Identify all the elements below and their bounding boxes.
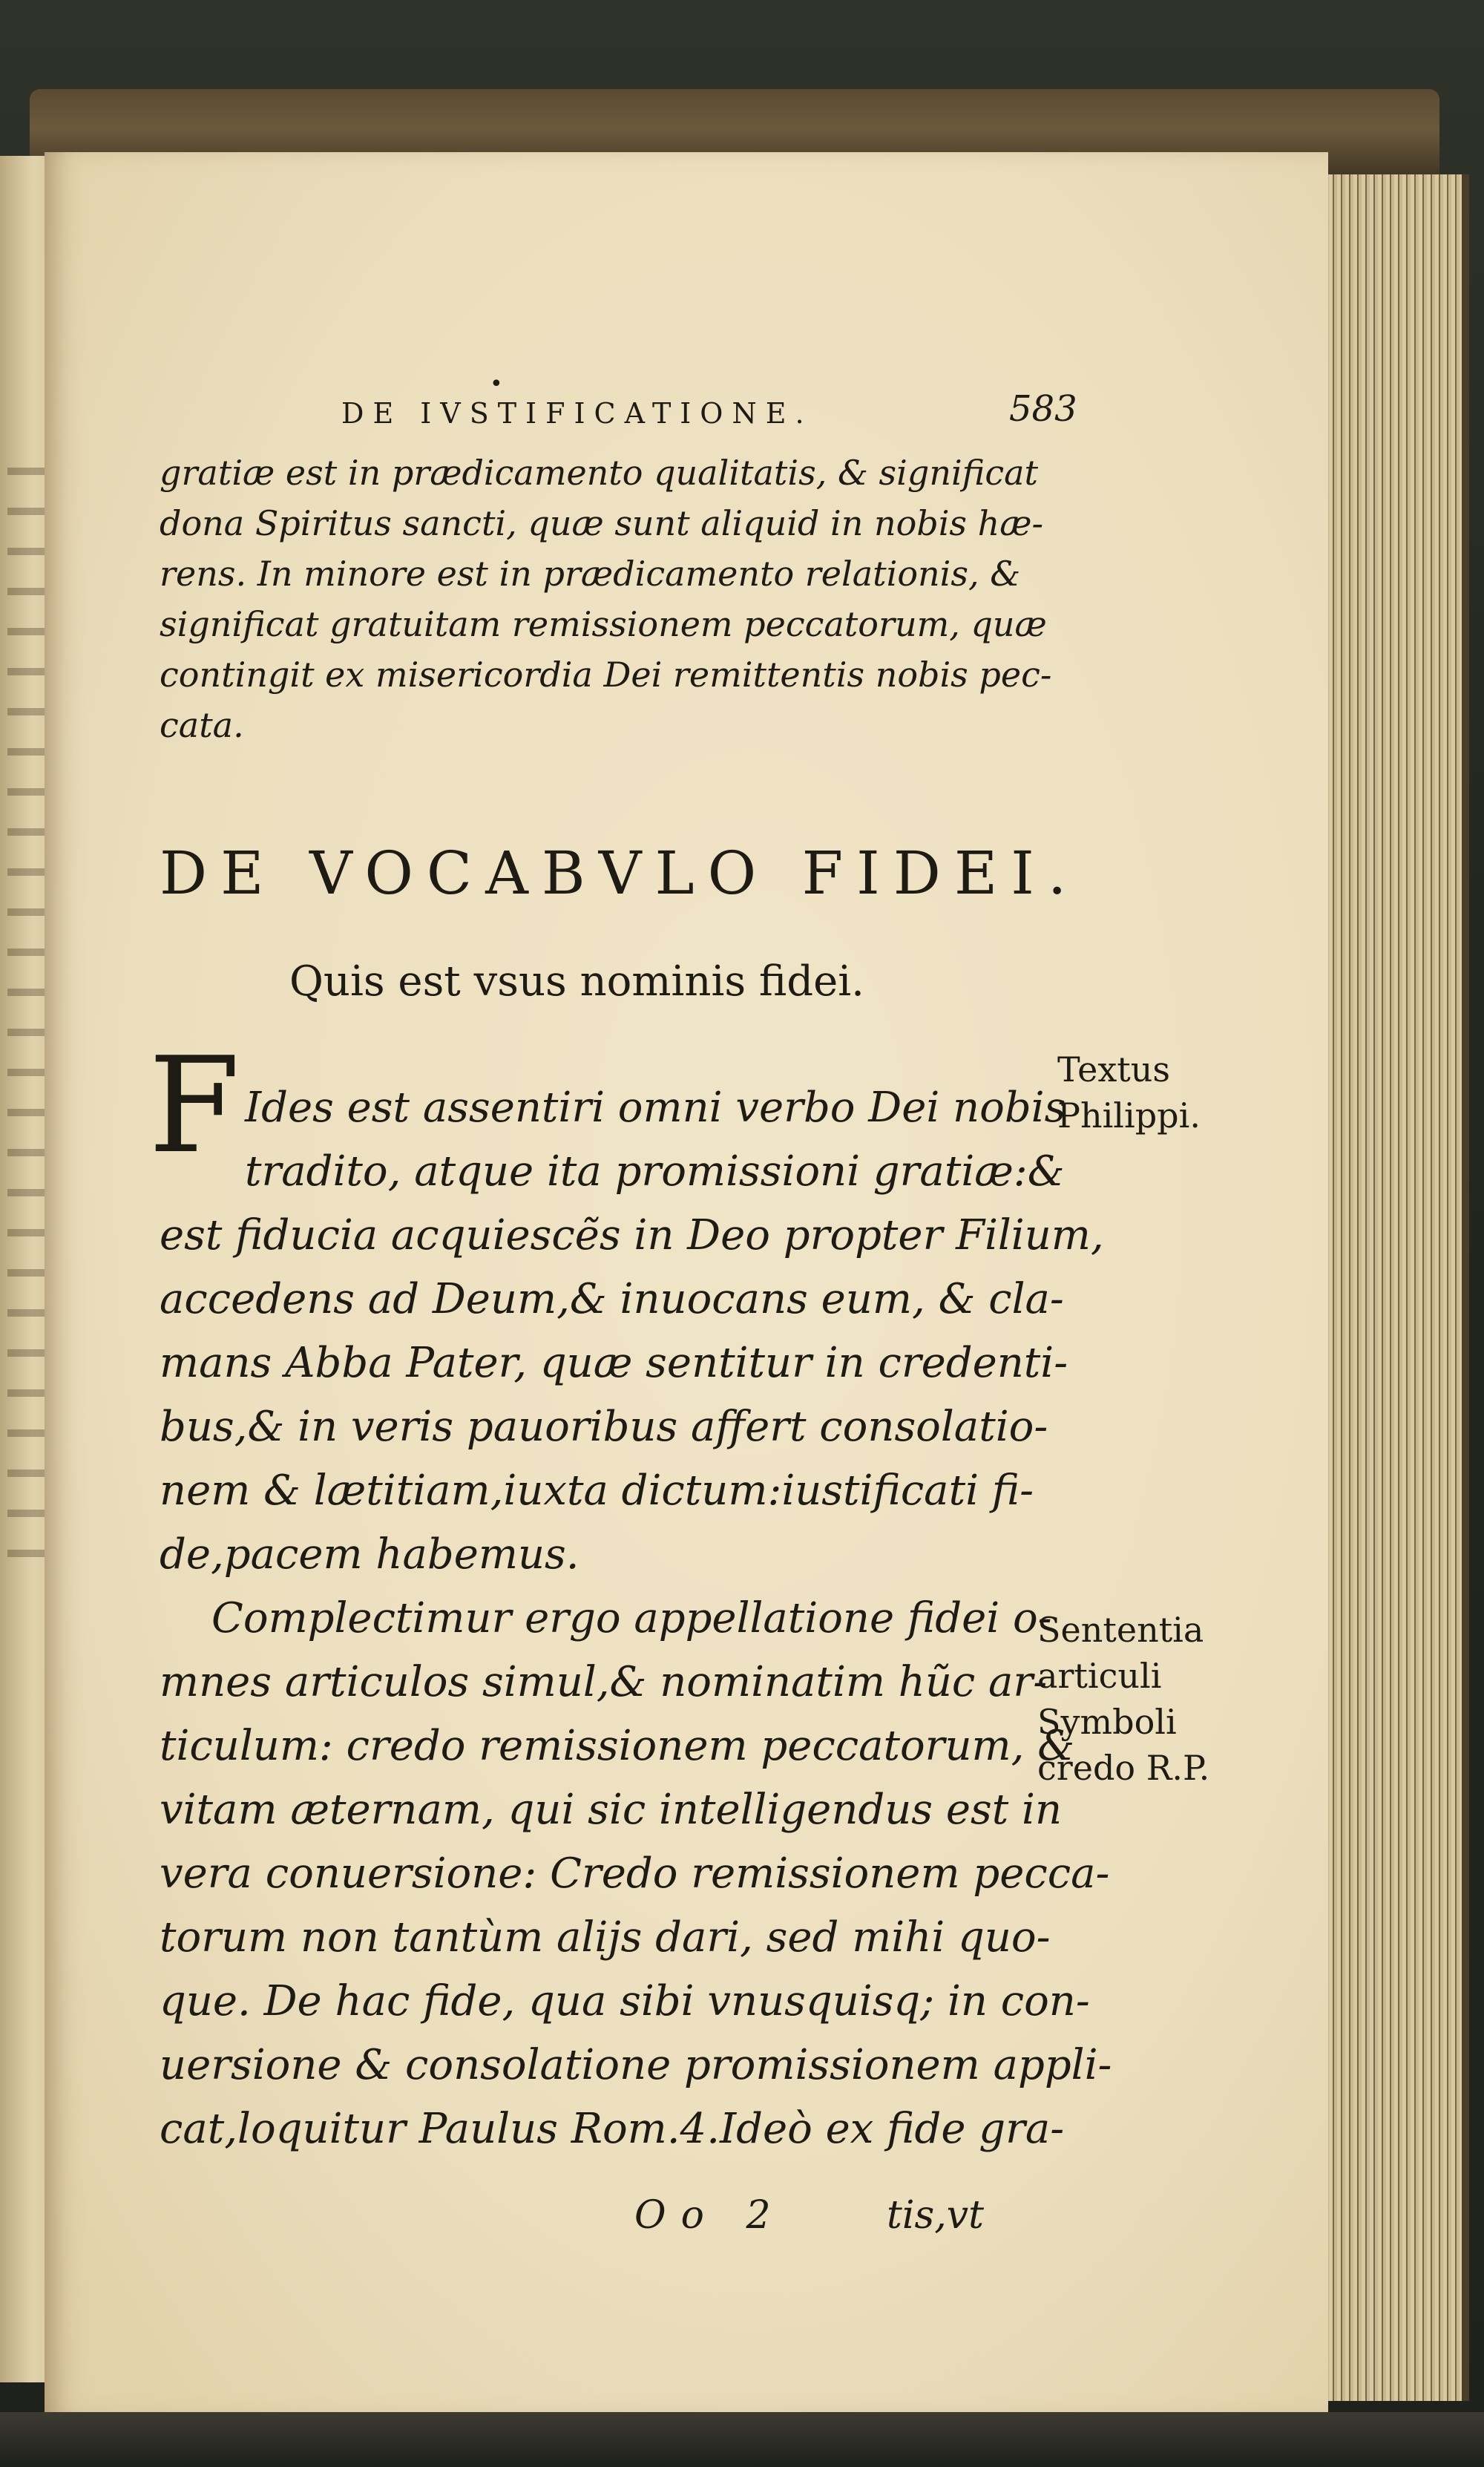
signature-mark: Oo 2 <box>634 2193 786 2238</box>
marginal-line: articuli <box>1037 1656 1162 1696</box>
background-bottom <box>0 2412 1484 2467</box>
marginal-line: Textus <box>1057 1049 1170 1090</box>
page-block-fore-edge <box>1321 174 1469 2401</box>
catchword: tis,vt <box>887 2193 985 2238</box>
top-paragraph <box>160 448 1050 750</box>
text-line: gratiæ est in prædicamento qualitatis, & significat <box>160 453 1039 493</box>
text-line: que. De hac fide, qua sibi vnusquisq; in con- <box>160 1977 1090 2025</box>
text-line: significat gratuitam remissionem peccatorum, quæ <box>160 604 1047 644</box>
marginal-note <box>1037 1607 1209 1791</box>
text-line: ticulum: credo remissionem peccatorum, & <box>160 1722 1075 1770</box>
marginal-note <box>1057 1046 1201 1139</box>
text-line: est fiducia acquiescẽs in Deo propter Filium, <box>160 1211 1104 1259</box>
head-mark: • <box>490 371 503 397</box>
drop-cap: F <box>148 1029 240 1182</box>
text-line: dona Spiritus sancti, quæ sunt aliquid in nobis hæ- <box>160 503 1044 543</box>
text-line: contingit ex misericordia Dei remittentis nobis pec- <box>160 655 1052 695</box>
text-line: torum non tantùm alijs dari, sed mihi quo- <box>160 1913 1051 1962</box>
text-line: mnes articulos simul,& nominatim hũc ar- <box>160 1658 1048 1706</box>
text-line: Complectimur ergo appellatione fidei o- <box>211 1594 1052 1642</box>
text-line: de,pacem habemus. <box>160 1530 580 1579</box>
text-line: nem & lætitiam,iuxta dictum:iustificati fi- <box>160 1467 1034 1515</box>
text-line: Ides est assentiri omni verbo Dei nobis <box>245 1084 1066 1132</box>
marginal-line: Sententia <box>1037 1610 1204 1650</box>
text-line: vitam æternam, qui sic intelligendus est in <box>160 1786 1063 1834</box>
section-title: DE VOCABVLO FIDEI. <box>160 839 1080 908</box>
marginal-line: Symboli <box>1037 1702 1177 1742</box>
text-line: accedens ad Deum,& inuocans eum, & cla- <box>160 1275 1064 1323</box>
marginal-line: credo R.P. <box>1037 1748 1210 1788</box>
text-line: tradito, atque ita promissioni gratiæ:& <box>245 1147 1065 1196</box>
text-line: cata. <box>160 705 244 745</box>
text-line: bus,& in veris pauoribus affert consolatio- <box>160 1403 1048 1451</box>
text-line: vera conuersione: Credo remissionem pecca- <box>160 1850 1110 1898</box>
marginal-line: Philippi. <box>1057 1095 1201 1136</box>
text-line: uersione & consolatione promissionem appli- <box>160 2041 1112 2089</box>
book-page <box>45 152 1328 2416</box>
page-number: 583 <box>1009 388 1077 430</box>
text-line: mans Abba Pater, quæ sentitur in credenti- <box>160 1339 1068 1387</box>
text-line: cat,loquitur Paulus Rom.4.Ideò ex fide gra- <box>160 2105 1065 2153</box>
section-question: Quis est vsus nominis fidei. <box>289 957 864 1006</box>
text-line: rens. In minore est in prædicamento relationis, & <box>160 554 1021 594</box>
running-head: DE IVSTIFICATIONE. <box>341 397 813 430</box>
